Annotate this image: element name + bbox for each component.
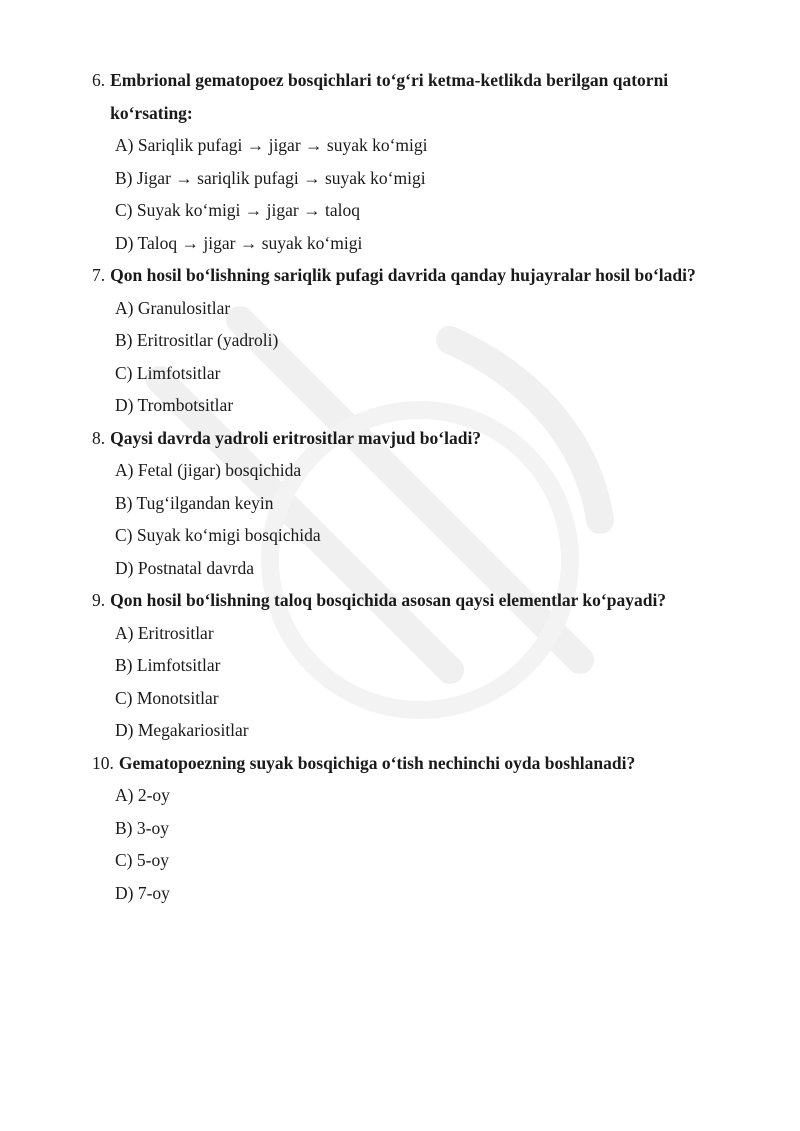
answer-options	[92, 454, 732, 584]
option-b: B) Limfotsitlar	[115, 655, 221, 675]
option-a: A) Fetal (jigar) bosqichida	[115, 460, 302, 480]
question-number: 6.	[92, 70, 106, 90]
option-c: C) Limfotsitlar	[115, 362, 221, 383]
answer-options	[92, 292, 732, 422]
question-8	[92, 422, 732, 585]
question-9	[92, 584, 732, 747]
question-6	[92, 64, 732, 259]
question-text: Qaysi davrda yadroli eritrositlar mavjud bo‘ladi?	[110, 427, 482, 448]
option-a: A) Sariqlik pufagi → jigar → suyak ko‘migi	[115, 135, 428, 155]
option-d: D) Megakariositlar	[115, 720, 249, 740]
option-b: B) Tug‘ilgandan keyin	[115, 492, 274, 513]
question-6-stem	[92, 64, 732, 129]
option-b: B) 3-oy	[115, 817, 169, 838]
option-b: B) Jigar → sariqlik pufagi → suyak ko‘migi	[115, 167, 426, 188]
question-7-stem	[92, 259, 732, 292]
question-text: Qon hosil bo‘lishning sariqlik pufagi davrida qanday hujayralar hosil bo‘ladi?	[110, 265, 696, 285]
question-number: 9.	[92, 590, 106, 610]
question-9-stem	[92, 584, 732, 617]
option-d: D) Trombotsitlar	[115, 395, 234, 415]
option-a: A) 2-oy	[115, 785, 170, 805]
option-c: C) 5-oy	[115, 850, 169, 870]
answer-options	[92, 617, 732, 747]
answer-options	[92, 779, 732, 909]
question-number: 8.	[92, 427, 106, 448]
question-10	[92, 747, 732, 910]
option-b: B) Eritrositlar (yadroli)	[115, 330, 279, 350]
question-8-stem	[92, 422, 732, 455]
question-text: Embrional gematopoez bosqichlari to‘g‘ri ketma-ketlikda berilgan qatorni ko‘rsating:	[110, 70, 669, 123]
question-number: 10.	[92, 752, 114, 773]
option-d: D) 7-oy	[115, 882, 170, 903]
question-list	[92, 64, 732, 909]
question-text: Qon hosil bo‘lishning taloq bosqichida asosan qaysi elementlar ko‘payadi?	[110, 590, 667, 610]
option-d: D) Taloq → jigar → suyak ko‘migi	[115, 232, 363, 253]
option-d: D) Postnatal davrda	[115, 557, 254, 578]
question-number: 7.	[92, 265, 106, 285]
option-a: A) Granulositlar	[115, 297, 231, 318]
question-10-stem	[92, 747, 732, 780]
question-text: Gematopoezning suyak bosqichiga o‘tish nechinchi oyda boshlanadi?	[118, 752, 636, 773]
option-c: C) Monotsitlar	[115, 687, 219, 708]
option-a: A) Eritrositlar	[115, 622, 214, 643]
option-c: C) Suyak ko‘migi bosqichida	[115, 525, 321, 545]
question-7	[92, 259, 732, 422]
option-c: C) Suyak ko‘migi → jigar → taloq	[115, 200, 360, 220]
answer-options	[92, 129, 732, 259]
